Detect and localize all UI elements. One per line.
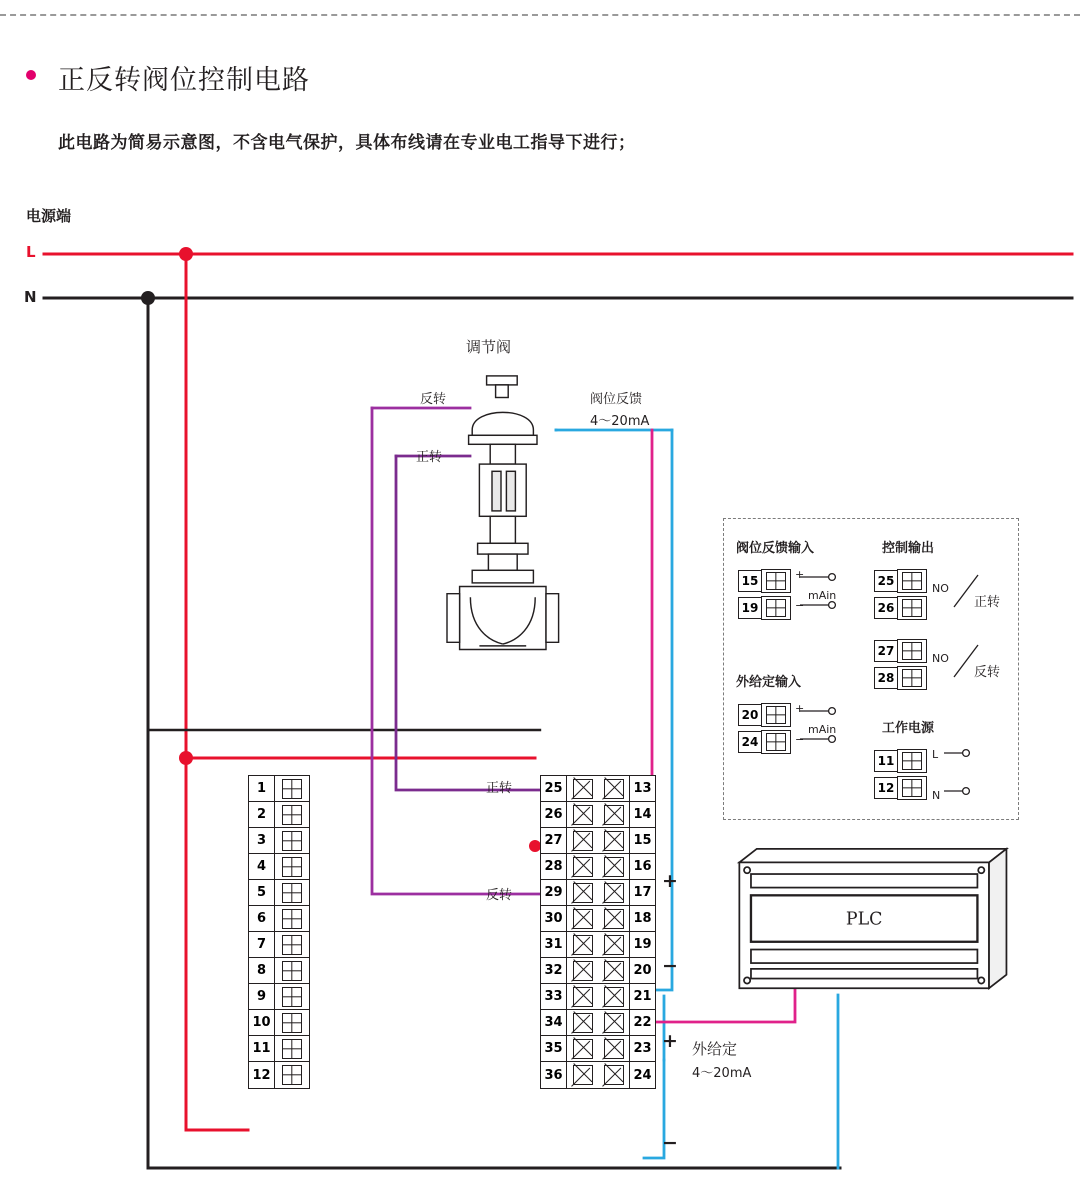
screw-terminal[interactable] <box>598 854 629 879</box>
terminal-row[interactable] <box>249 854 309 880</box>
terminal-number: 35 <box>541 1036 567 1061</box>
screw-terminal[interactable] <box>598 932 629 957</box>
terminal-row[interactable] <box>541 776 655 802</box>
sign-minus: − <box>795 599 805 612</box>
screw-terminal[interactable] <box>275 880 309 905</box>
screw-terminal[interactable] <box>275 932 309 957</box>
terminal-number: 16 <box>629 854 655 879</box>
legend-power-l-label: L <box>932 748 939 761</box>
terminal-row[interactable] <box>541 854 655 880</box>
terminal-number: 15 <box>629 828 655 853</box>
terminal-row[interactable] <box>541 958 655 984</box>
terminal-row[interactable] <box>249 776 309 802</box>
valve-reverse-label: 反转 <box>420 392 447 407</box>
screw-terminal[interactable] <box>567 854 598 879</box>
screw-terminal[interactable] <box>897 569 927 593</box>
legend-power-leads <box>930 747 1010 807</box>
terminal-row[interactable] <box>249 906 309 932</box>
legend-control-block-forward <box>874 567 1001 621</box>
screw-terminal[interactable] <box>897 639 927 663</box>
screw-terminal[interactable] <box>598 1010 629 1035</box>
legend-feedback-leads <box>794 567 884 627</box>
terminal-number: 6 <box>249 906 275 931</box>
screw-terminal[interactable] <box>761 703 791 727</box>
legend-power-n-label: N <box>932 789 941 802</box>
screw-terminal[interactable] <box>598 906 629 931</box>
screw-terminal[interactable] <box>275 906 309 931</box>
screw-terminal[interactable] <box>897 749 927 773</box>
screw-terminal[interactable] <box>275 776 309 801</box>
valve-forward-label: 正转 <box>416 450 443 465</box>
screw-terminal[interactable] <box>275 802 309 827</box>
screw-terminal[interactable] <box>598 776 629 801</box>
legend-power-block <box>874 747 940 801</box>
terminal-row[interactable] <box>249 828 309 854</box>
screw-terminal[interactable] <box>567 776 598 801</box>
plc-label: PLC <box>845 909 883 930</box>
terminal-row[interactable] <box>541 802 655 828</box>
screw-terminal[interactable] <box>275 1062 309 1088</box>
screw-terminal[interactable] <box>275 1010 309 1035</box>
power-source-label: 电源端 <box>26 207 72 225</box>
row-label-reverse: 反转 <box>486 888 513 903</box>
control-valve-graphic <box>420 355 600 755</box>
screw-terminal[interactable] <box>598 1062 629 1088</box>
terminal-row[interactable] <box>249 932 309 958</box>
terminal-number: 32 <box>541 958 567 983</box>
screw-terminal[interactable] <box>897 776 927 800</box>
terminal-number: 36 <box>541 1062 567 1088</box>
terminal-number: 15 <box>738 570 762 592</box>
terminal-number: 31 <box>541 932 567 957</box>
screw-terminal[interactable] <box>567 932 598 957</box>
terminal-number: 28 <box>874 667 898 689</box>
screw-terminal[interactable] <box>897 596 927 620</box>
screw-terminal[interactable] <box>761 596 791 620</box>
legend-panel <box>723 518 1019 820</box>
terminal-number: 10 <box>249 1010 275 1035</box>
terminal-row[interactable] <box>249 1036 309 1062</box>
terminal-number: 11 <box>249 1036 275 1061</box>
terminal-number: 33 <box>541 984 567 1009</box>
terminal-number: 25 <box>874 570 898 592</box>
screw-terminal[interactable] <box>567 906 598 931</box>
terminal-row[interactable] <box>249 958 309 984</box>
plc-device <box>725 845 1015 995</box>
legend-external-input-title: 外给定输入 <box>736 675 802 690</box>
terminal-row[interactable] <box>249 880 309 906</box>
legend-forward-label: 正转 <box>974 595 1001 610</box>
terminal-number: 27 <box>541 828 567 853</box>
right-terminal-block <box>540 775 656 1089</box>
sign-19-minus: − <box>662 955 678 977</box>
legend-work-power-title: 工作电源 <box>882 721 935 736</box>
legend-no-label: NO <box>932 582 949 595</box>
terminal-number: 20 <box>629 958 655 983</box>
terminal-number: 23 <box>629 1036 655 1061</box>
screw-terminal[interactable] <box>567 984 598 1009</box>
legend-row-26 <box>874 594 949 621</box>
terminal-number: 29 <box>541 880 567 905</box>
legend-no-label: NO <box>932 652 949 665</box>
screw-terminal[interactable] <box>567 828 598 853</box>
terminal-row[interactable] <box>249 802 309 828</box>
external-setpoint-label: 外给定 <box>692 1040 738 1058</box>
sign-15-plus: + <box>662 870 678 892</box>
terminal-number: 1 <box>249 776 275 801</box>
terminal-number: 19 <box>738 597 762 619</box>
page-subtitle: 此电路为简易示意图，不含电气保护，具体布线请在专业电工指导下进行； <box>58 133 636 153</box>
terminal-number: 22 <box>629 1010 655 1035</box>
terminal-number: 28 <box>541 854 567 879</box>
terminal-row[interactable] <box>541 932 655 958</box>
junction-node-l <box>179 247 193 261</box>
sign-plus: + <box>795 702 805 715</box>
junction-node-red-branch <box>179 751 193 765</box>
screw-terminal[interactable] <box>761 569 791 593</box>
screw-terminal[interactable] <box>567 958 598 983</box>
terminal-number: 26 <box>874 597 898 619</box>
terminal-row[interactable] <box>541 984 655 1010</box>
screw-terminal[interactable] <box>598 828 629 853</box>
sign-plus: + <box>795 568 805 581</box>
screw-terminal[interactable] <box>598 958 629 983</box>
screw-terminal[interactable] <box>897 666 927 690</box>
legend-external-leads <box>794 701 884 761</box>
screw-terminal[interactable] <box>761 730 791 754</box>
terminal-row[interactable] <box>249 984 309 1010</box>
screw-terminal[interactable] <box>567 1062 598 1088</box>
screw-terminal[interactable] <box>598 802 629 827</box>
sign-24-minus: − <box>662 1132 678 1154</box>
external-setpoint-range: 4～20mA <box>692 1066 752 1081</box>
row-label-forward: 正转 <box>486 781 513 796</box>
terminal-number: 20 <box>738 704 762 726</box>
screw-terminal[interactable] <box>567 802 598 827</box>
terminal-number: 21 <box>629 984 655 1009</box>
left-terminal-block <box>248 775 310 1089</box>
screw-terminal[interactable] <box>598 880 629 905</box>
terminal-number: 9 <box>249 984 275 1009</box>
screw-terminal[interactable] <box>275 1036 309 1061</box>
terminal-number: 24 <box>738 731 762 753</box>
legend-control-block-reverse <box>874 637 1001 691</box>
terminal-number: 25 <box>541 776 567 801</box>
terminal-number: 24 <box>629 1062 655 1088</box>
screw-terminal[interactable] <box>598 984 629 1009</box>
terminal-number: 12 <box>874 777 898 799</box>
screw-terminal[interactable] <box>567 1036 598 1061</box>
screw-terminal[interactable] <box>275 828 309 853</box>
terminal-number: 8 <box>249 958 275 983</box>
terminal-number: 12 <box>249 1062 275 1088</box>
terminal-number: 14 <box>629 802 655 827</box>
junction-node-n <box>141 291 155 305</box>
terminal-number: 26 <box>541 802 567 827</box>
legend-row-27 <box>874 637 949 664</box>
legend-external-block <box>738 701 837 755</box>
legend-feedback-unit: mAin <box>808 589 837 602</box>
power-l-label: L <box>26 243 36 261</box>
page-title: 正反转阀位控制电路 <box>58 65 310 96</box>
screw-terminal[interactable] <box>275 958 309 983</box>
terminal-row[interactable] <box>541 880 655 906</box>
terminal-number: 4 <box>249 854 275 879</box>
terminal-row[interactable] <box>541 1062 655 1088</box>
terminal-number: 27 <box>874 640 898 662</box>
legend-reverse-label: 反转 <box>974 665 1001 680</box>
terminal-number: 19 <box>629 932 655 957</box>
sign-minus: − <box>795 733 805 746</box>
terminal-row[interactable] <box>541 1036 655 1062</box>
screw-terminal[interactable] <box>275 984 309 1009</box>
terminal-number: 7 <box>249 932 275 957</box>
screw-terminal[interactable] <box>567 880 598 905</box>
terminal-row[interactable] <box>541 1010 655 1036</box>
screw-terminal[interactable] <box>275 854 309 879</box>
terminal-number: 5 <box>249 880 275 905</box>
terminal-number: 2 <box>249 802 275 827</box>
terminal-number: 18 <box>629 906 655 931</box>
legend-control-output-title: 控制输出 <box>882 541 935 556</box>
legend-external-unit: mAin <box>808 723 837 736</box>
terminal-row[interactable] <box>249 1010 309 1036</box>
terminal-number: 13 <box>629 776 655 801</box>
valve-name-label: 调节阀 <box>466 338 512 356</box>
terminal-number: 3 <box>249 828 275 853</box>
screw-terminal[interactable] <box>567 1010 598 1035</box>
terminal-row[interactable] <box>249 1062 309 1088</box>
screw-terminal[interactable] <box>598 1036 629 1061</box>
valve-feedback-title: 阀位反馈 <box>590 392 643 407</box>
terminal-row[interactable] <box>541 828 655 854</box>
terminal-number: 17 <box>629 880 655 905</box>
terminal-row[interactable] <box>541 906 655 932</box>
terminal-number: 34 <box>541 1010 567 1035</box>
power-n-label: N <box>24 288 37 306</box>
sign-21-plus: + <box>662 1030 678 1052</box>
terminal-number: 11 <box>874 750 898 772</box>
legend-row-25 <box>874 567 949 594</box>
valve-feedback-range: 4～20mA <box>590 414 650 429</box>
legend-feedback-block <box>738 567 837 621</box>
legend-row-28 <box>874 664 949 691</box>
legend-feedback-input-title: 阀位反馈输入 <box>736 541 815 556</box>
terminal-number: 30 <box>541 906 567 931</box>
